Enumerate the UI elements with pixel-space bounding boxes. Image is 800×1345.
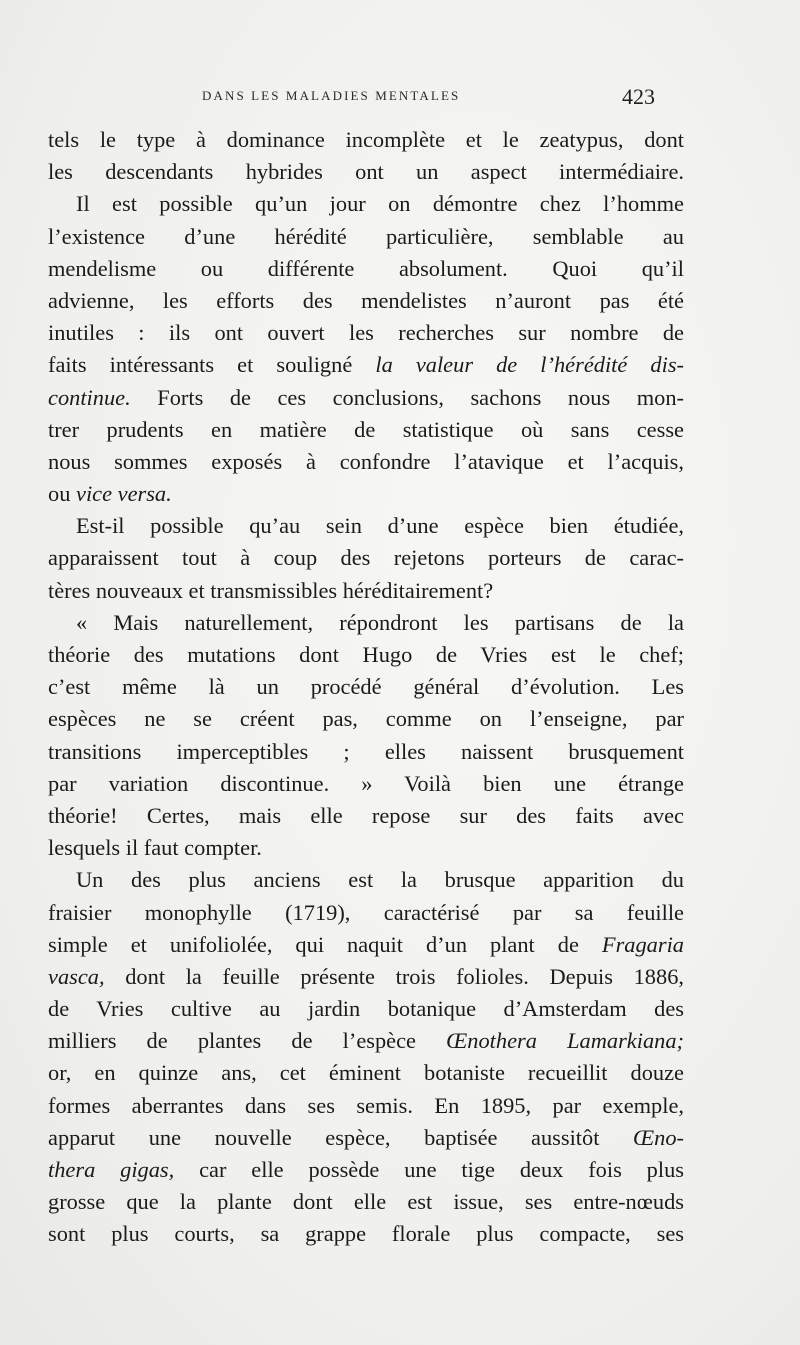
text-line — [48, 1154, 684, 1186]
text-line — [48, 864, 684, 896]
text-line — [48, 188, 684, 220]
text-segment: trer prudents en matière de statistique où sans cesse — [48, 416, 684, 442]
text-line — [48, 1186, 684, 1218]
text-line — [48, 542, 684, 574]
italic-segment: Œno- — [633, 1124, 684, 1150]
text-line — [48, 478, 684, 510]
text-segment: espèces ne se créent pas, comme on l’enseigne, par — [48, 706, 684, 732]
text-line — [48, 446, 684, 478]
text-segment: car elle possède une tige deux fois plus — [174, 1157, 684, 1182]
text-line — [48, 510, 684, 542]
text-line — [48, 897, 684, 929]
text-line — [48, 1090, 684, 1122]
text-line — [48, 317, 684, 349]
text-segment: inutiles : ils ont ouvert les recherches sur nombre de — [48, 320, 684, 346]
text-segment: tels le type à dominance incomplète et le zeatypus, dont — [48, 127, 684, 152]
text-segment: faits intéressants et souligné — [48, 352, 376, 378]
text-line — [48, 1122, 684, 1154]
text-segment: Forts de ces conclusions, sachons nous mon- — [130, 384, 684, 410]
page-number: 423 — [622, 84, 655, 109]
text-segment: apparaissent tout à coup des rejetons porteurs de carac- — [48, 545, 684, 571]
text-segment: dont la feuille présente trois folioles. Depuis 1886, — [104, 963, 684, 989]
text-segment: advienne, les efforts des mendelistes n’auront pas été — [48, 287, 684, 313]
text-segment: grosse que la plante dont elle est issue, ses entre-nœuds — [48, 1189, 684, 1215]
text-line — [48, 382, 684, 414]
text-segment: c’est même là un procédé général d’évolution. Les — [48, 674, 684, 700]
text-line — [48, 703, 684, 735]
text-segment: Il est possible qu’un jour on démontre chez l’homme — [76, 191, 684, 217]
text-segment: ou — [48, 481, 76, 507]
text-segment: milliers de plantes de l’espèce — [48, 1028, 447, 1054]
text-line — [48, 1025, 684, 1057]
italic-segment: Fragaria — [601, 931, 684, 957]
text-segment: Est-il possible qu’au sein d’une espèce bien étudiée, — [76, 513, 684, 539]
text-line — [48, 832, 684, 864]
text-line — [48, 1057, 684, 1089]
text-segment: formes aberrantes dans ses semis. En 1895, par exemple, — [48, 1092, 684, 1118]
text-segment: or, en quinze ans, cet éminent botaniste recueillit douze — [48, 1060, 684, 1086]
text-line — [48, 156, 684, 188]
italic-segment: vice versa. — [76, 481, 172, 507]
text-segment: mendelisme ou différente absolument. Quoi qu’il — [48, 255, 684, 281]
text-segment: théorie des mutations dont Hugo de Vries est le chef; — [48, 642, 684, 667]
text-segment: simple et unifoliolée, qui naquit d’un plant de — [48, 931, 602, 957]
text-line — [48, 124, 684, 156]
text-segment: Un des plus anciens est la brusque apparition du — [76, 867, 684, 893]
text-segment: l’existence d’une hérédité particulière, semblable au — [48, 223, 684, 249]
italic-segment: thera gigas, — [48, 1157, 175, 1182]
text-line — [48, 736, 684, 768]
text-line — [48, 414, 684, 446]
text-line — [48, 929, 684, 961]
text-segment: sont plus courts, sa grappe florale plus compacte, ses — [48, 1221, 684, 1247]
italic-segment: vasca, — [48, 963, 105, 989]
italic-segment: continue. — [48, 384, 131, 410]
text-line — [48, 639, 684, 671]
italic-segment: Œnothera Lamarkiana; — [446, 1028, 684, 1054]
text-line — [48, 607, 684, 639]
text-line — [48, 221, 684, 253]
text-line — [48, 768, 684, 800]
text-line — [48, 800, 684, 832]
italic-segment: la valeur de l’hérédité dis- — [375, 352, 684, 378]
text-segment: les descendants hybrides ont un aspect intermédiaire. — [48, 159, 684, 185]
text-line — [48, 993, 684, 1025]
running-title: DANS LES MALADIES MENTALES — [202, 88, 461, 103]
text-line — [48, 575, 684, 607]
text-line — [48, 349, 684, 381]
text-segment: « Mais naturellement, répondront les partisans de la — [76, 609, 684, 635]
text-segment: fraisier monophylle (1719), caractérisé par sa feuille — [48, 899, 684, 925]
text-segment: de Vries cultive au jardin botanique d’Amsterdam des — [48, 996, 684, 1022]
text-segment: lesquels il faut compter. — [48, 835, 262, 861]
text-line — [48, 961, 684, 993]
text-segment: apparut une nouvelle espèce, baptisée aussitôt — [48, 1124, 634, 1150]
running-head — [0, 84, 800, 112]
text-segment: nous sommes exposés à confondre l’atavique et l’acquis, — [48, 448, 684, 474]
body-text — [48, 124, 684, 1251]
text-segment: tères nouveaux et transmissibles héréditairement? — [48, 577, 494, 603]
text-line — [48, 285, 684, 317]
text-line — [48, 671, 684, 703]
text-segment: théorie! Certes, mais elle repose sur des faits avec — [48, 802, 684, 828]
text-segment: par variation discontinue. » Voilà bien une étrange — [48, 770, 684, 796]
text-line — [48, 253, 684, 285]
text-line — [48, 1218, 684, 1250]
text-segment: transitions imperceptibles ; elles naissent brusquement — [48, 738, 684, 764]
